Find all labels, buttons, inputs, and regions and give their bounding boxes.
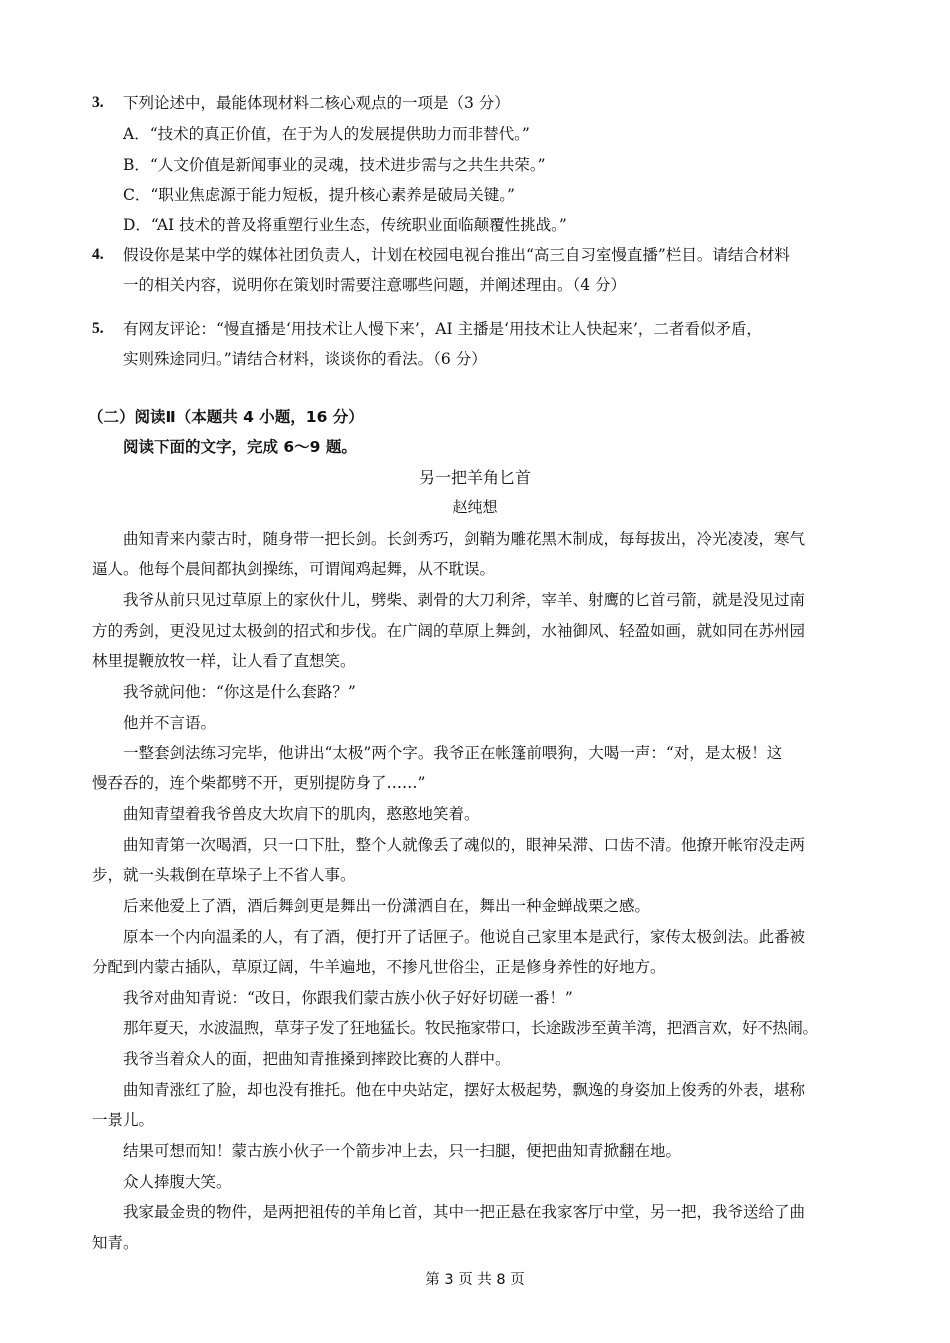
question-4-number: 4. (92, 246, 104, 263)
question-4-line-2: 一的相关内容，说明你在策划时需要注意哪些问题，并阐述理由。（4 分） (123, 276, 627, 294)
story-line-4: 方的秀剑，更没见过太极剑的招式和步伐。在广阔的草原上舞剑，水袖御风、轻盈如画，就如同在苏州园 (92, 622, 806, 640)
question-3-stem: 下列论述中，最能体现材料二核心观点的一项是（3 分） (123, 94, 510, 112)
story-line-2: 逼人。他每个晨间都执剑操练，可谓闻鸡起舞，从不耽误。 (92, 560, 496, 578)
story-line-17: 那年夏天，水波温煦，草芽子发了狂地猛长。牧民拖家带口，长途跋涉至黄羊湾，把酒言欢，好不热闹。 (123, 1019, 818, 1037)
story-line-16: 我爷对曲知青说：“改日，你跟我们蒙古族小伙子好好切磋一番！” (123, 989, 573, 1007)
question-3-option-d: D．“AI 技术的普及将重塑行业生态，传统职业面临颠覆性挑战。” (123, 216, 567, 234)
section-instruction: 阅读下面的文字，完成 6～9 题。 (123, 438, 357, 456)
story-line-20: 一景儿。 (92, 1111, 155, 1129)
story-line-11: 曲知青第一次喝酒，只一口下肚，整个人就像丢了魂似的，眼神呆滞、口齿不清。他撩开帐帘没走两 (123, 836, 806, 854)
story-line-24: 知青。 (92, 1234, 139, 1252)
question-3-option-c: C．“职业焦虑源于能力短板，提升核心素养是破局关键。” (123, 186, 515, 204)
story-line-8: 一整套剑法练习完毕，他讲出“太极”两个字。我爷正在帐篷前喂狗，大喝一声：“对，是太极！这 (123, 744, 783, 762)
story-line-22: 众人捧腹大笑。 (123, 1173, 232, 1191)
story-line-12: 步，就一头栽倒在草垛子上不省人事。 (92, 866, 356, 884)
story-title: 另一把羊角匕首 (418, 468, 531, 487)
story-line-19: 曲知青涨红了脸，却也没有推托。他在中央站定，摆好太极起势，飘逸的身姿加上俊秀的外表，堪称 (123, 1081, 806, 1099)
story-author: 赵纯想 (452, 498, 498, 516)
story-line-3: 我爷从前只见过草原上的家伙什儿，劈柴、剥骨的大刀利斧，宰羊、射鹰的匕首弓箭，就是没见过南 (123, 591, 806, 609)
story-line-15: 分配到内蒙古插队，草原辽阔，牛羊遍地，不掺凡世俗尘，正是修身养性的好地方。 (92, 958, 666, 976)
question-3-number: 3. (92, 94, 104, 111)
story-line-18: 我爷当着众人的面，把曲知青推搡到摔跤比赛的人群中。 (123, 1050, 511, 1068)
story-line-23: 我家最金贵的物件，是两把祖传的羊角匕首，其中一把正悬在我家客厅中堂，另一把，我爷送给了曲 (123, 1203, 806, 1221)
story-line-10: 曲知青望着我爷兽皮大坎肩下的肌肉，憨憨地笑着。 (123, 805, 480, 823)
story-line-21: 结果可想而知！蒙古族小伙子一个箭步冲上去，只一扫腿，便把曲知青掀翻在地。 (123, 1142, 682, 1160)
story-line-7: 他并不言语。 (123, 714, 217, 732)
section-heading: （二）阅读Ⅱ（本题共 4 小题，16 分） (88, 408, 364, 426)
question-3-option-b: B．“人文价值是新闻事业的灵魂，技术进步需与之共生共荣。” (123, 156, 546, 174)
question-5-line-1: 有网友评论：“慢直播是‘用技术让人慢下来’，AI 主播是‘用技术让人快起来’，二者看似矛盾， (123, 320, 762, 338)
page-footer: 第 3 页 共 8 页 (425, 1272, 525, 1288)
story-line-1: 曲知青来内蒙古时，随身带一把长剑。长剑秀巧，剑鞘为雕花黑木制成，每每拔出，冷光凌凌，寒气 (123, 530, 806, 548)
question-4-line-1: 假设你是某中学的媒体社团负责人，计划在校园电视台推出“高三自习室慢直播”栏目。请结合材料 (123, 246, 790, 264)
question-3-option-a: A．“技术的真正价值，在于为人的发展提供助力而非替代。” (123, 125, 530, 143)
story-line-14: 原本一个内向温柔的人，有了酒，便打开了话匣子。他说自己家里本是武行，家传太极剑法。此番被 (123, 928, 806, 946)
story-line-9: 慢吞吞的，连个柴都劈不开，更别提防身了……” (92, 774, 426, 792)
story-line-5: 林里提鞭放牧一样，让人看了直想笑。 (92, 652, 356, 670)
question-5-line-2: 实则殊途同归。”请结合材料，谈谈你的看法。（6 分） (123, 350, 487, 368)
question-5-number: 5. (92, 320, 104, 337)
story-line-6: 我爷就问他：“你这是什么套路？” (123, 683, 356, 701)
story-line-13: 后来他爱上了酒，酒后舞剑更是舞出一份潇洒自在，舞出一种金蝉战栗之感。 (123, 897, 651, 915)
